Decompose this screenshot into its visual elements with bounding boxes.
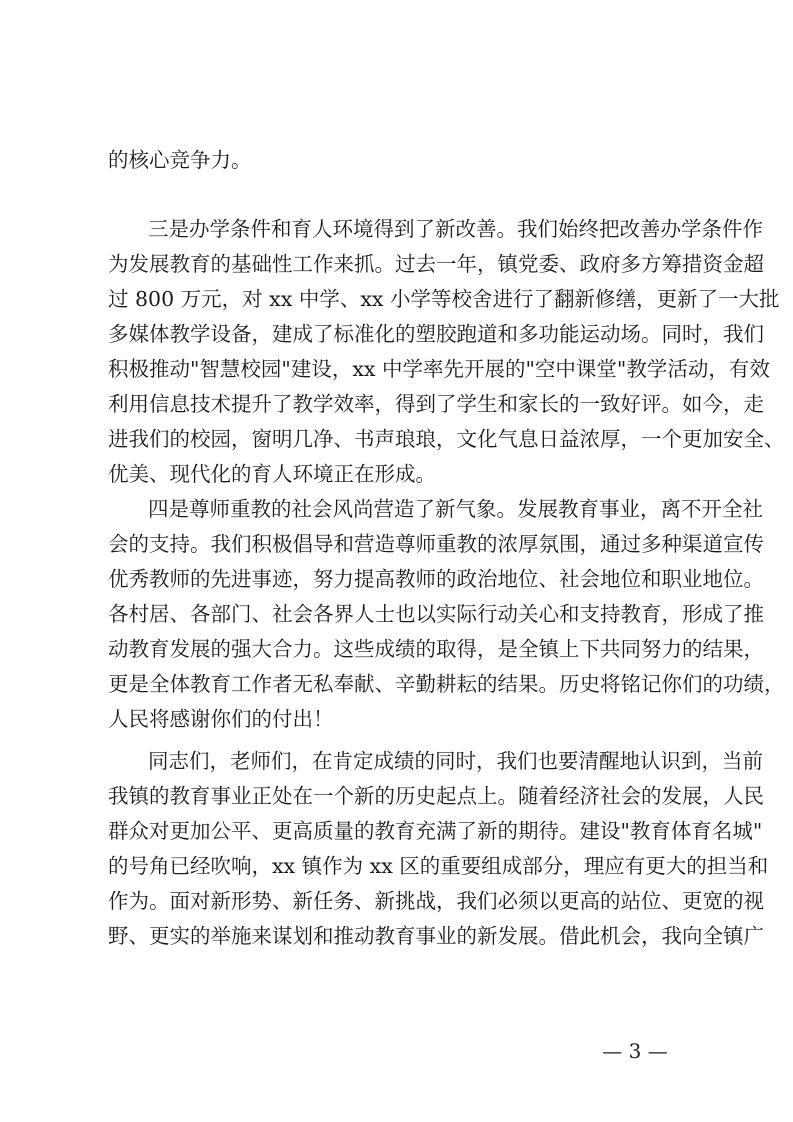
text-line: 作为。面对新形势、新任务、新挑战，我们必须以更高的站位、更宽的视 — [108, 889, 764, 913]
text-line: 我镇的教育事业正处在一个新的历史起点上。随着经济社会的发展，人民 — [108, 784, 764, 808]
text-line: 优美、现代化的育人环境正在形成。 — [108, 462, 436, 486]
text-line: 三是办学条件和育人环境得到了新改善。我们始终把改善办学条件作 — [148, 217, 763, 241]
text-line: 利用信息技术提升了教学效率，得到了学生和家长的一致好评。如今，走 — [108, 392, 764, 416]
text-line: 会的支持。我们积极倡导和营造尊师重教的浓厚氛围，通过多种渠道宣传 — [108, 532, 764, 556]
text-line: 的号角已经吹响，xx 镇作为 xx 区的重要组成部分，理应有更大的担当和 — [108, 854, 769, 878]
text-line: 野、更实的举施来谋划和推动教育事业的新发展。借此机会，我向全镇广 — [108, 924, 764, 948]
text-line: 动教育发展的强大合力。这些成绩的取得，是全镇上下共同努力的结果， — [108, 637, 764, 661]
text-line: 进我们的校园，窗明几净、书声琅琅，文化气息日益浓厚，一个更加安全、 — [108, 427, 785, 451]
text-line: 的核心竞争力。 — [108, 148, 252, 172]
text-line: 人民将感谢你们的付出！ — [108, 707, 334, 731]
text-line: 群众对更加公平、更高质量的教育充满了新的期待。建设"教育体育名城" — [108, 819, 763, 843]
text-line: 积极推动"智慧校园"建设，xx 中学率先开展的"空中课堂"教学活动，有效 — [108, 357, 770, 381]
text-line: 同志们，老师们，在肯定成绩的同时，我们也要清醒地认识到，当前 — [148, 749, 763, 773]
text-line: 更是全体教育工作者无私奉献、辛勤耕耘的结果。历史将铭记你们的功绩， — [108, 672, 785, 696]
text-line: 各村居、各部门、社会各界人士也以实际行动关心和支持教育，形成了推 — [108, 602, 764, 626]
text-line: 四是尊师重教的社会风尚营造了新气象。发展教育事业，离不开全社 — [148, 497, 763, 521]
text-line: 过 800 万元，对 xx 中学、xx 小学等校舍进行了翻新修缮，更新了一大批 — [108, 287, 780, 311]
text-line: 为发展教育的基础性工作来抓。过去一年，镇党委、政府多方筹措资金超 — [108, 252, 764, 276]
text-line: 多媒体教学设备，建成了标准化的塑胶跑道和多功能运动场。同时，我们 — [108, 322, 764, 346]
text-line: 优秀教师的先进事迹，努力提高教师的政治地位、社会地位和职业地位。 — [108, 567, 764, 591]
page-number: — 3 — — [602, 1039, 668, 1063]
